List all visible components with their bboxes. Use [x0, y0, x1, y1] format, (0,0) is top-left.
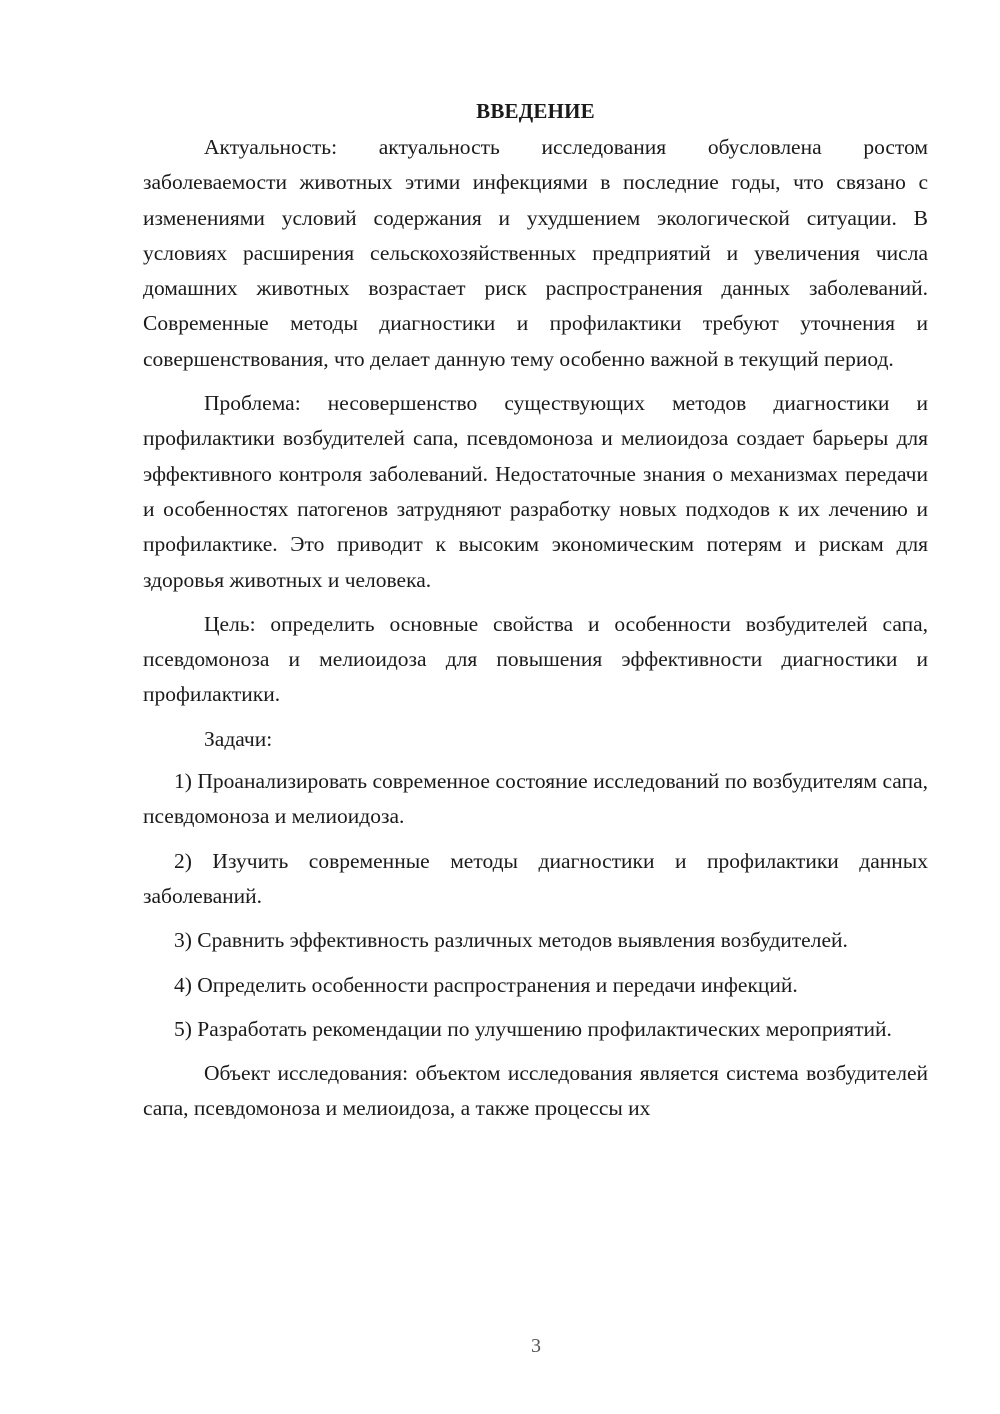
- relevance-paragraph: Актуальность: актуальность исследования обусловлена ростом заболеваемости животных этими инфекциями в последние годы, что связано с изменениями условий содержания и ухудшением экологической ситуации. В условиях расширения сельскохозяйственных предприятий и увеличения числа домашних животных возрастает риск распространения данных заболеваний. Современные методы диагностики и профилактики требуют уточнения и совершенствования, что делает данную тему особенно важной в текущий период.: [143, 135, 928, 371]
- task-item-3: 3) Сравнить эффективность различных методов выявления возбудителей.: [174, 928, 848, 953]
- page-number: 3: [531, 1335, 541, 1357]
- task-item-5: 5) Разработать рекомендации по улучшению профилактических мероприятий.: [174, 1016, 892, 1041]
- object-paragraph: Объект исследования: объектом исследования является система возбудителей сапа, псевдомоноза и мелиоидоза, а также процессы их: [143, 1061, 928, 1121]
- task-item-4: 4) Определить особенности распространения и передачи инфекций.: [174, 972, 798, 997]
- section-heading: ВВЕДЕНИЕ: [476, 99, 595, 123]
- task-item-1: 1) Проанализировать современное состояние исследований по возбудителям сапа, псевдомоноза и мелиоидоза.: [143, 769, 928, 829]
- tasks-label: Задачи:: [204, 726, 273, 751]
- goal-paragraph: Цель: определить основные свойства и особенности возбудителей сапа, псевдомоноза и мелиоидоза для повышения эффективности диагностики и профилактики.: [143, 611, 928, 707]
- problem-paragraph: Проблема: несовершенство существующих методов диагностики и профилактики возбудителей сапа, псевдомоноза и мелиоидоза создает барьеры для эффективного контроля заболеваний. Недостаточные знания о механизмах передачи и особенностях патогенов затрудняют разработку новых подходов к их лечению и профилактике. Это приводит к высоким экономическим потерям и рискам для здоровья животных и человека.: [143, 391, 928, 592]
- page-content: [143, 96, 928, 1127]
- task-item-2: 2) Изучить современные методы диагностики и профилактики данных заболеваний.: [143, 848, 928, 908]
